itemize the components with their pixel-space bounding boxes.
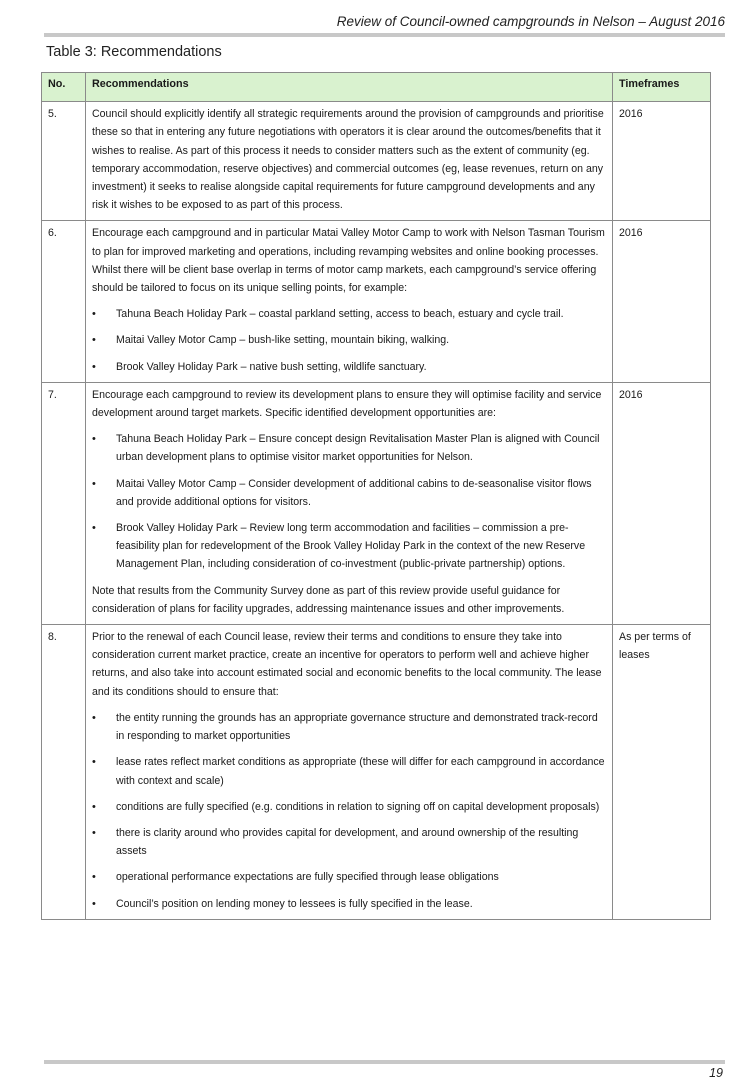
recommendation-text: Encourage each campground and in particular Matai Valley Motor Camp to work with Nelson Tasman Tourism to plan for improved marketing and operations, including revamping websites and online booking processes. Whilst there will be client base overlap in terms of motor camp markets, each campground’s service offering should be tailored to focus on its unique selling points, for example:: [92, 227, 605, 295]
recommendation-text: Encourage each campground to review its development plans to ensure they will optimise facility and service development around target markets. Specific identified development opportunities are:: [92, 388, 602, 420]
recommendation-cell: [86, 625, 613, 920]
recommendation-number: 5.: [42, 102, 86, 221]
table-row: [42, 221, 711, 382]
bullet-item: • Tahuna Beach Holiday Park – Ensure concept design Revitalisation Master Plan is aligned with Council urban development plans to optimise visitor market opportunities for Nelson.: [92, 430, 606, 466]
table-title: Table 3: Recommendations: [46, 44, 222, 60]
timeframe-cell: 2016: [613, 221, 711, 382]
running-header: Review of Council-owned campgrounds in Nelson – August 2016: [336, 14, 725, 29]
bullet-item: • Brook Valley Holiday Park – native bush setting, wildlife sanctuary.: [92, 358, 606, 376]
table-row: [42, 625, 711, 920]
bullet-item: • Maitai Valley Motor Camp – Consider development of additional cabins to de-seasonalise visitor flows and provide additional options for visitors.: [92, 475, 606, 511]
column-header-recommendations: Recommendations: [86, 73, 613, 102]
bullet-item: • Tahuna Beach Holiday Park – coastal parkland setting, access to beach, estuary and cycle trail.: [92, 305, 606, 323]
table-row: [42, 382, 711, 624]
header-rule: [44, 33, 725, 37]
recommendations-table: [41, 72, 711, 920]
recommendation-note: Note that results from the Community Survey done as part of this review provide useful guidance for consideration of plans for facility upgrades, addressing maintenance issues and other improvements.: [92, 584, 565, 615]
recommendation-text: Prior to the renewal of each Council lease, review their terms and conditions to ensure they take into consideration current market practice, create an incentive for operators to perform well and achieve higher returns, and also take into account estimated social and economic benefits to the local community. The lease and its conditions should to ensure that:: [92, 631, 602, 698]
table-header-row: [42, 73, 711, 102]
bullet-item: • the entity running the grounds has an appropriate governance structure and demonstrated track-record in responding to market opportunities: [92, 709, 606, 745]
bullet-list: [92, 305, 606, 376]
bullet-item: • conditions are fully specified (e.g. conditions in relation to signing off on capital development proposals): [92, 798, 606, 816]
recommendation-cell: [86, 382, 613, 624]
bullet-item: • operational performance expectations are fully specified through lease obligations: [92, 868, 606, 886]
recommendation-number: 6.: [42, 221, 86, 382]
column-header-timeframes: Timeframes: [613, 73, 711, 102]
recommendation-cell: [86, 221, 613, 382]
recommendation-text: Council should explicitly identify all strategic requirements around the provision of campgrounds and prioritise these so that in entering any future negotiations with operators it is clear around the outcomes/benefits that it wishes to realise. As part of this process it needs to consider matters such as the extent of community (eg. temporary accommodation, reserve objectives) and commercial outcomes (eg, lease revenues, return on any investment) it seeks to realise alongside capital requirements for future campground developments and any risk it wishes to be exposed to as part of this process.: [92, 108, 604, 212]
timeframe-cell: 2016: [613, 382, 711, 624]
bullet-item: • Council’s position on lending money to lessees is fully specified in the lease.: [92, 895, 606, 913]
bullet-item: • Maitai Valley Motor Camp – bush-like setting, mountain biking, walking.: [92, 331, 606, 349]
recommendation-cell: [86, 102, 613, 221]
recommendation-number: 8.: [42, 625, 86, 920]
page-number: 19: [709, 1066, 723, 1080]
bullet-item: • Brook Valley Holiday Park – Review long term accommodation and facilities – commission a pre-feasibility plan for redevelopment of the Brook Valley Holiday Park in the context of the new Reserve Management Plan, including consideration of co-investment (public-private partnership) options.: [92, 519, 606, 574]
footer-rule: [44, 1060, 725, 1064]
bullet-item: • lease rates reflect market conditions as appropriate (these will differ for each campground in accordance with context and scale): [92, 753, 606, 789]
bullet-list: [92, 430, 606, 573]
bullet-list: [92, 709, 606, 913]
recommendation-number: 7.: [42, 382, 86, 624]
timeframe-cell: As per terms of leases: [613, 625, 711, 920]
timeframe-cell: 2016: [613, 102, 711, 221]
column-header-no: No.: [42, 73, 86, 102]
table-row: [42, 102, 711, 221]
bullet-item: • there is clarity around who provides capital for development, and around ownership of the resulting assets: [92, 824, 606, 860]
